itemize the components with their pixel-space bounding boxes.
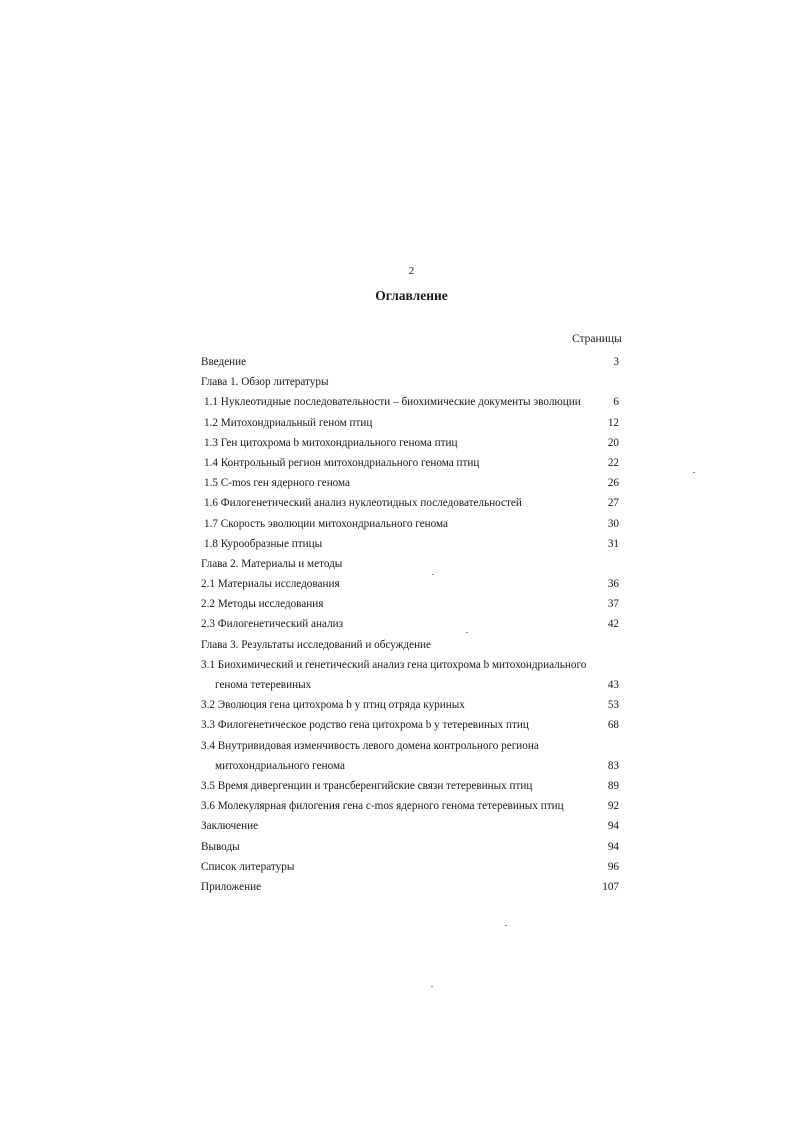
toc-entry-label: Глава 1. Обзор литературы	[201, 376, 329, 389]
toc-entry-label: 2.1 Материалы исследования	[201, 578, 340, 591]
scan-speck	[693, 472, 695, 473]
toc-entry-label: Глава 2. Материалы и методы	[201, 557, 343, 570]
toc-entry-label: 1.1 Нуклеотидные последовательности – биохимические документы эволюции	[204, 396, 581, 409]
toc-entry-page: 92	[607, 800, 619, 813]
toc-entry	[0, 594, 795, 614]
toc-entry-label: 2.3 Филогенетический анализ	[201, 618, 344, 631]
toc-entry	[0, 433, 795, 453]
toc-entry-page: 68	[607, 719, 619, 732]
toc-entry-label: Список литературы	[201, 860, 295, 873]
toc-entry	[0, 574, 795, 594]
toc-entry	[0, 352, 795, 372]
toc-entry-label: Введение	[201, 356, 247, 368]
page-number: 2	[408, 265, 415, 277]
toc-entry	[0, 756, 795, 776]
toc-entry-page: 37	[607, 598, 619, 611]
toc-entry-label: 2.2 Методы исследования	[201, 598, 324, 611]
toc-entry-page: 53	[607, 699, 619, 712]
toc-entry-page: 36	[607, 578, 619, 591]
toc-entry	[0, 776, 795, 796]
toc-entry-page: 3	[613, 356, 619, 368]
toc-entry-page: 12	[607, 416, 619, 429]
table-of-contents	[0, 352, 795, 897]
toc-entry-label: генома тетеревиных	[215, 679, 312, 691]
toc-entry	[0, 695, 795, 715]
toc-entry-page: 83	[607, 759, 619, 772]
pages-column-header: Страницы	[572, 333, 622, 345]
toc-entry-page: 22	[607, 456, 619, 469]
toc-entry-page: 30	[607, 517, 619, 530]
toc-entry-page: 89	[607, 779, 619, 792]
toc-entry	[0, 453, 795, 473]
toc-entry-label: 1.4 Контрольный регион митохондриального генома птиц	[204, 456, 480, 469]
toc-entry-label: Выводы	[201, 840, 240, 853]
toc-entry	[0, 614, 795, 634]
toc-entry-label: митохондриального генома	[215, 759, 345, 772]
toc-entry-page: 96	[607, 860, 619, 873]
toc-entry-page: 20	[607, 436, 619, 449]
toc-entry-label: 3.4 Внутривидовая изменчивость левого домена контрольного региона	[201, 739, 539, 752]
toc-entry-page: 42	[607, 618, 619, 631]
toc-entry	[0, 837, 795, 857]
toc-entry-label: 3.6 Молекулярная филогения гена c-mos ядерного генома тетеревиных птиц	[201, 800, 564, 813]
toc-entry	[0, 877, 795, 897]
toc-entry-label: 3.1 Биохимический и генетический анализ гена цитохрома b митохондриального	[201, 658, 587, 671]
scan-speck	[432, 574, 434, 575]
toc-entry	[0, 675, 795, 695]
toc-entry	[0, 715, 795, 735]
scan-speck	[431, 986, 433, 987]
scan-speck	[505, 925, 507, 926]
toc-entry-label: 1.8 Курообразные птицы	[204, 537, 323, 550]
scan-speck	[466, 632, 468, 633]
toc-entry-label: Заключение	[201, 820, 259, 833]
toc-entry	[0, 554, 795, 574]
toc-entry	[0, 655, 795, 675]
toc-entry-label: 1.2 Митохондриальный геном птиц	[204, 416, 373, 429]
toc-entry-label: Глава 3. Результаты исследований и обсуждение	[201, 638, 432, 651]
toc-entry-page: 31	[607, 537, 619, 550]
toc-entry-page: 6	[613, 396, 619, 409]
toc-entry	[0, 392, 795, 412]
toc-entry	[0, 473, 795, 493]
toc-entry-page: 107	[602, 880, 619, 893]
toc-entry-page: 26	[607, 477, 619, 490]
toc-entry	[0, 534, 795, 554]
toc-entry	[0, 736, 795, 756]
toc-entry	[0, 372, 795, 392]
toc-entry	[0, 493, 795, 513]
toc-entry	[0, 796, 795, 816]
toc-entry-page: 94	[607, 840, 619, 853]
toc-entry	[0, 514, 795, 534]
toc-entry-label: Приложение	[201, 880, 262, 893]
toc-entry-label: 1.6 Филогенетический анализ нуклеотидных последовательностей	[204, 497, 522, 510]
toc-entry-label: 1.3 Ген цитохрома b митохондриального генома птиц	[204, 436, 458, 449]
toc-entry-page: 43	[607, 679, 619, 691]
toc-entry	[0, 816, 795, 836]
toc-entry-page: 27	[607, 497, 619, 510]
toc-entry-label: 3.3 Филогенетическое родство гена цитохрома b у тетеревиных птиц	[201, 719, 529, 732]
toc-entry-label: 1.7 Скорость эволюции митохондриального генома	[204, 517, 448, 530]
toc-entry-label: 3.2 Эволюция гена цитохрома b у птиц отряда куриных	[201, 699, 465, 712]
page-title: Оглавление	[375, 288, 448, 303]
toc-entry-label: 1.5 C-mos ген ядерного генома	[204, 477, 351, 490]
toc-entry	[0, 857, 795, 877]
toc-entry	[0, 413, 795, 433]
toc-entry-label: 3.5 Время дивергенции и трансберенгийские связи тетеревиных птиц	[201, 779, 533, 792]
toc-entry	[0, 635, 795, 655]
toc-entry-page: 94	[607, 820, 619, 833]
